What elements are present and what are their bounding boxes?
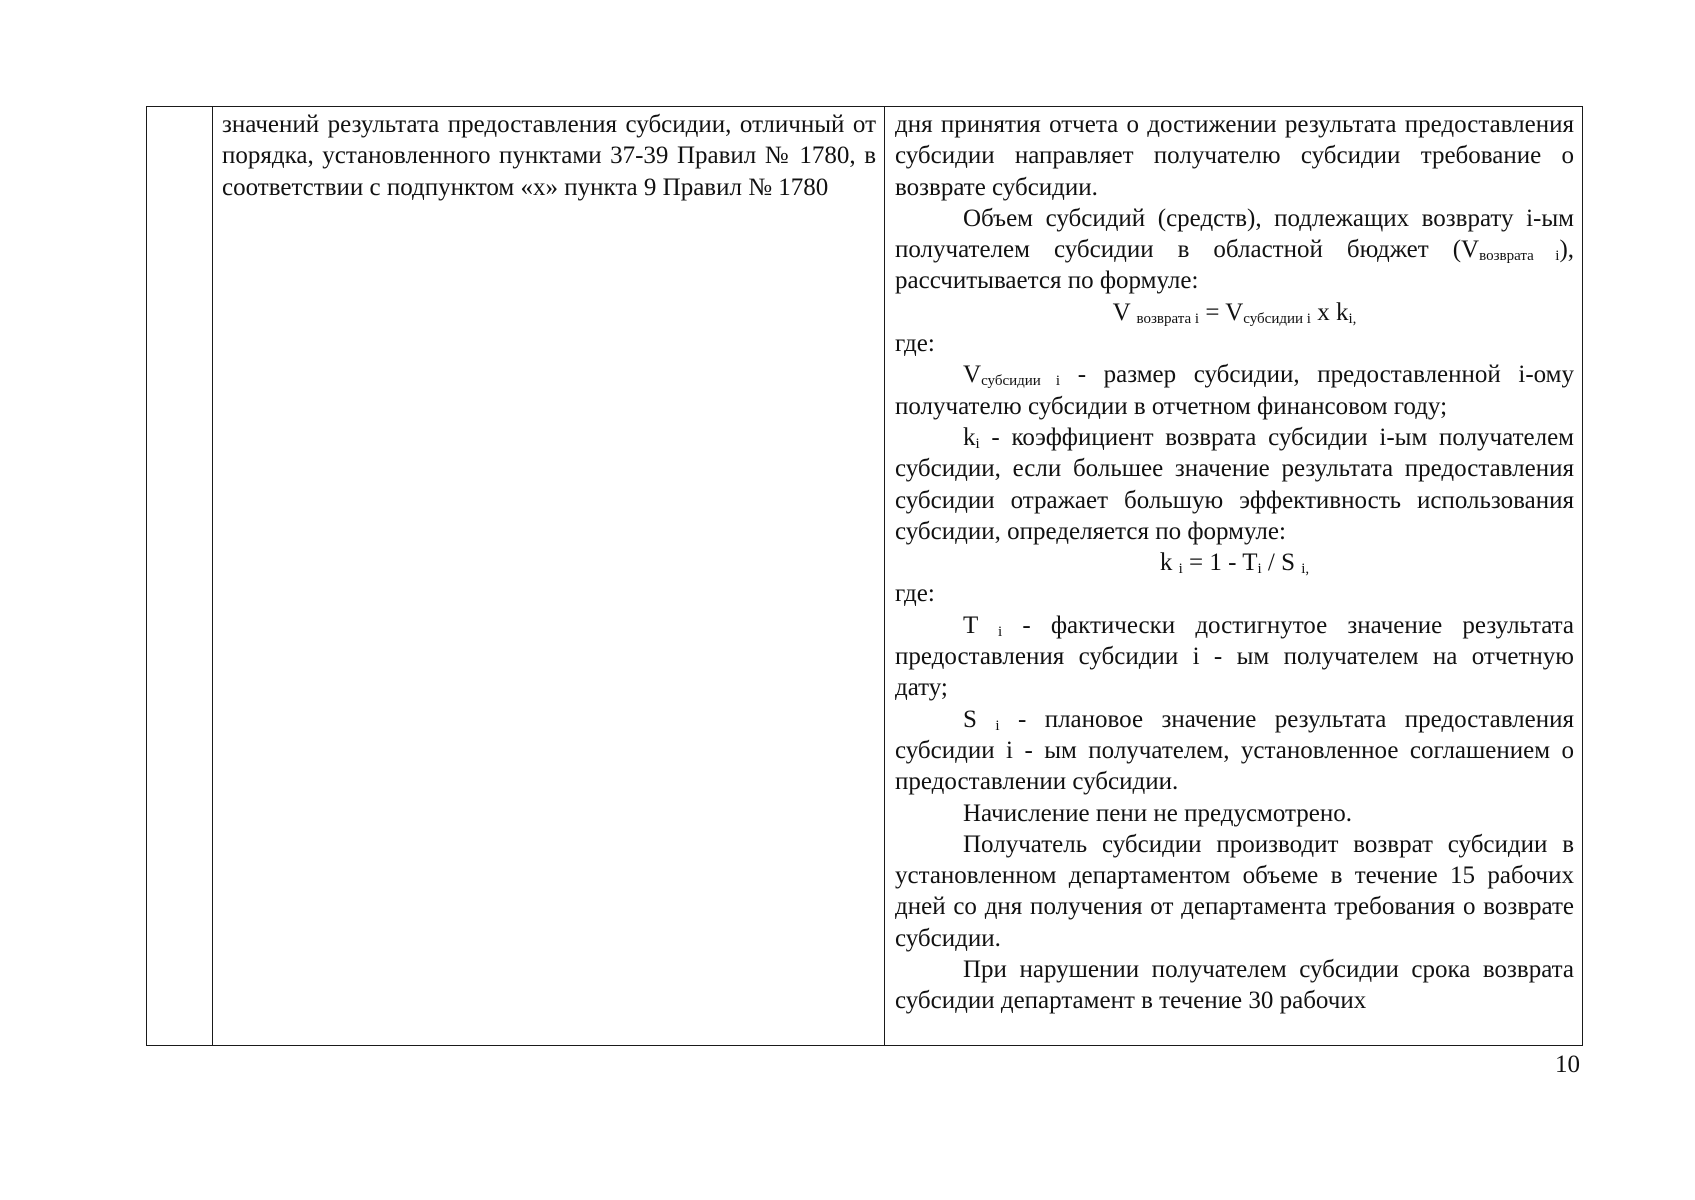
- paragraph-no-penalty: Начисление пени не предусмотрено.: [963, 799, 1352, 827]
- formula-refund-volume: V $_{возврата i} = V_{субсидии i}$ x $k_{i,}$: [1112, 298, 1357, 327]
- definition-k-coefficient: $k_i$ - коэффициент возврата субсидии i-ым получателем субсидии, если большее значение результата предоставления субсидии отражает большую эффективность использования субсидии, определяется по формуле:: [895, 423, 1574, 545]
- where-label: где:: [895, 330, 935, 358]
- where-label: где:: [895, 580, 935, 608]
- definition-v-subsidy: $V_{субсидии i}$ - размер субсидии, предоставленной i-ому получателю субсидии в отчетном финансовом году;: [895, 361, 1574, 420]
- formula-k-coefficient: k $_i = 1 - T_i / S$ $_{i,}$: [1159, 549, 1310, 578]
- page-number: 10: [1555, 1051, 1580, 1078]
- paragraph-refund-term: Получатель субсидии производит возврат субсидии в установленном департаментом объеме в течение 15 рабочих дней со дня получения от департамента требования о возврате субсидии.: [895, 830, 1574, 952]
- table-cell-text: значений результата предоставления субсидии, отличный от порядка, установленного пунктами 37-39 Правил № 1780, в соответствии с подпунктом «х» пункта 9 Правил № 1780: [222, 111, 876, 201]
- paragraph-report-acceptance: дня принятия отчета о достижении результата предоставления субсидии направляет получателю субсидии требование о возврате субсидии.: [895, 111, 1574, 201]
- table-column-procedure: [885, 107, 1582, 1045]
- table-column-number: [147, 107, 213, 1045]
- definition-t-actual: T $_i$ - фактически достигнутое значение результата предоставления субсидии i - ым получателем на отчетную дату;: [895, 611, 1575, 702]
- paragraph-violation: При нарушении получателем субсидии срока возврата субсидии департамент в течение 30 рабочих: [895, 956, 1574, 1015]
- regulation-table: [146, 106, 1583, 1046]
- table-column-description: [213, 107, 885, 1045]
- definition-s-planned: S $_i$ - плановое значение результата предоставления субсидии i - ым получателем, установленное соглашением о предоставлении субсидии.: [895, 705, 1574, 796]
- paragraph-refund-volume: Объем субсидий (средств), подлежащих возврату i-ым получателем субсидии в областной бюджет $(V_{возврата i})$, рассчитывается по формуле:: [895, 204, 1575, 295]
